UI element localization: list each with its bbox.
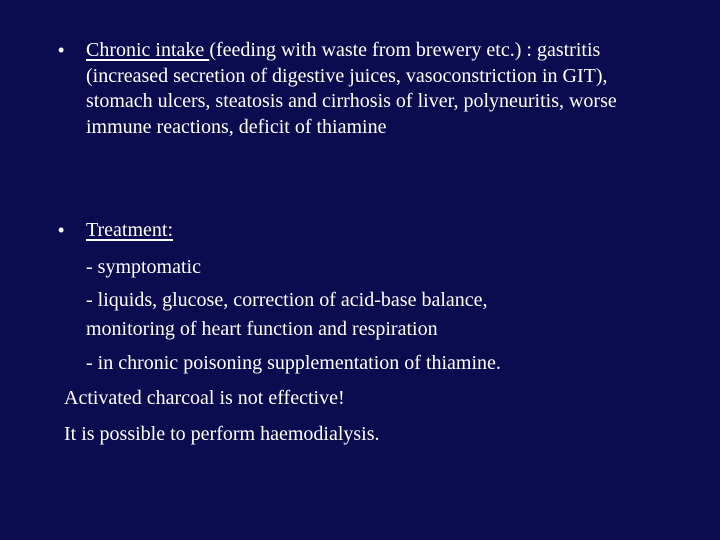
bullet-chronic-intake xyxy=(58,38,656,140)
treatment-heading: Treatment: xyxy=(86,219,174,241)
bullet-dot-icon: • xyxy=(58,220,65,240)
note-haemodialysis: It is possible to perform haemodialysis. xyxy=(64,423,380,445)
note-activated-charcoal: Activated charcoal is not effective! xyxy=(64,387,345,409)
bullet-treatment-text xyxy=(86,218,656,244)
treatment-line-liquids: - liquids, glucose, correction of acid-base balance, xyxy=(86,289,488,311)
chronic-intake-body: (feeding with waste from brewery etc.) : gastritis (increased secretion of digestive juices, vasoconstriction in GIT), stomach ulcers, steatosis and cirrhosis of liver, polyneuritis, worse immune reactions, deficit of thiamine xyxy=(86,39,617,138)
treatment-line-symptomatic: - symptomatic xyxy=(86,256,201,278)
bullet-chronic-intake-text xyxy=(86,38,656,140)
chronic-intake-heading: Chronic intake xyxy=(86,39,210,61)
bullet-dot-icon: • xyxy=(58,40,65,60)
treatment-line-monitoring: monitoring of heart function and respiration xyxy=(86,318,438,340)
treatment-line-thiamine: - in chronic poisoning supplementation of thiamine. xyxy=(86,352,501,374)
bullet-treatment xyxy=(58,218,656,244)
